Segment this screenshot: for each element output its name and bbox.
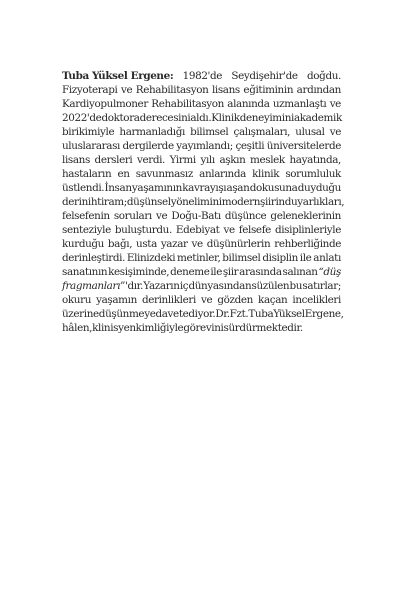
word: yaşamının [131, 182, 182, 194]
word: Kardiyopulmoner [62, 98, 148, 110]
word: senteziyle [62, 224, 111, 236]
word: rehberliğinde [274, 238, 341, 250]
word: aldı. [190, 112, 212, 124]
word: disiplinleriyle [274, 224, 341, 236]
word: lisans [211, 84, 240, 96]
word: klinisyen [92, 322, 136, 334]
word: sürdürmektedir. [223, 322, 303, 334]
text-line [62, 97, 341, 111]
word: kimliğiyle [135, 322, 184, 334]
word: uluslararası [62, 140, 120, 152]
word: usta [136, 238, 157, 250]
text-line [62, 167, 341, 181]
word: ile [210, 266, 222, 278]
word: eğitiminin [243, 84, 294, 96]
word: düşünsel [126, 196, 171, 208]
word: 1982'de [182, 70, 223, 82]
word: dersleri [94, 154, 133, 166]
word: savunmasız [135, 168, 193, 180]
word: Doğu-Batı [171, 210, 221, 222]
word: üstlendi. [62, 182, 105, 194]
word: derin [62, 196, 88, 208]
word: harmanladığı [119, 126, 185, 138]
word: derinlikleri [141, 294, 196, 306]
word: incelikleri [292, 294, 341, 306]
word: en [117, 168, 130, 180]
word: Fizyoterapi [62, 84, 118, 96]
text-line [62, 265, 341, 279]
author-biography [62, 69, 345, 335]
word: ediyor. [182, 308, 216, 320]
word: yılı [200, 154, 215, 166]
word: arasında [239, 266, 282, 278]
word: derinleştirdi. [62, 252, 126, 264]
word: doktora [101, 112, 140, 124]
word: bilimsel [190, 126, 229, 138]
text-line [62, 139, 341, 153]
word: hastaların [62, 168, 112, 180]
word: çeşitli [235, 140, 265, 152]
word: lisans [62, 154, 90, 166]
word: kurduğu [62, 238, 104, 250]
word: anlarında [199, 168, 246, 180]
text-line [62, 69, 341, 83]
word: Yazarın [143, 280, 180, 292]
word: klinik [252, 168, 280, 180]
word: ve [120, 84, 133, 96]
word: Seydişehir'de [231, 70, 298, 82]
word: Klinik [211, 112, 240, 124]
word: satırlar; [302, 280, 341, 292]
text-line [62, 111, 341, 125]
word: fragmanları”'dır. [62, 280, 144, 292]
word: 2022'de [62, 112, 102, 124]
text-line [62, 237, 341, 251]
word: sorumluluk [285, 168, 341, 180]
word: ve [191, 238, 203, 250]
word: yazar [160, 238, 188, 250]
text-line [62, 223, 341, 237]
word: şiirin [260, 196, 285, 208]
word: Rehabilitasyon [151, 98, 224, 110]
quoted-title-start: “düş [318, 266, 341, 278]
word: aşkın [219, 154, 246, 166]
word: doğdu. [307, 70, 341, 82]
word: ulusal [295, 126, 325, 138]
word: sanatının [62, 266, 108, 278]
word: duyarlıkları, [284, 196, 345, 208]
word: birikimiyle [62, 126, 115, 138]
word: buluşturdu. [114, 224, 172, 236]
author-name: Tuba Yüksel Ergene: [62, 70, 174, 82]
word: yaşamın [96, 294, 137, 306]
word: deneme [170, 266, 210, 278]
word: bağı, [107, 238, 133, 250]
text-line [62, 293, 341, 307]
word: derecesini [139, 112, 191, 124]
word: dergilerde [122, 140, 174, 152]
word: Ergene, [304, 308, 344, 320]
text-line [62, 279, 341, 293]
word: ile [299, 252, 312, 264]
word: şiir [222, 266, 239, 278]
word: anlatı [313, 252, 341, 264]
text-line [62, 125, 341, 139]
word: ve [223, 224, 235, 236]
word: üniversitelerde [266, 140, 341, 152]
word: Fzt. [229, 308, 249, 320]
word: süzülen [251, 280, 290, 292]
word: ve [329, 98, 341, 110]
word: disiplin [262, 252, 298, 264]
word: bilimsel [222, 252, 261, 264]
word: salınan [282, 266, 318, 278]
word: ve [201, 294, 213, 306]
word: dokusuna [249, 182, 298, 194]
word: Yirmi [169, 154, 196, 166]
word: gözden [217, 294, 253, 306]
word: meslek [250, 154, 285, 166]
word: uzmanlaştı [272, 98, 327, 110]
word: Edebiyat [175, 224, 220, 236]
word: dünyasından [188, 280, 252, 292]
word: ve [329, 126, 341, 138]
text-line [62, 209, 341, 223]
word: Rehabilitasyon [135, 84, 209, 96]
text-line [62, 251, 341, 265]
word: felsefenin [62, 210, 110, 222]
word: bu [289, 280, 303, 292]
word: modern [221, 196, 261, 208]
word: hâlen, [62, 322, 93, 334]
word: düşünce [224, 210, 267, 222]
word: ihtiram; [87, 196, 127, 208]
word: kesişiminde, [108, 266, 170, 278]
word: Dr. [215, 308, 230, 320]
word: Tuba [248, 308, 274, 320]
word: geleneklerinin [270, 210, 341, 222]
word: okuru [62, 294, 92, 306]
word: iç [179, 280, 189, 292]
word: duyduğu [297, 182, 341, 194]
word: akademik [293, 112, 342, 124]
word: kavrayışı [182, 182, 227, 194]
text-line [62, 321, 341, 335]
word: Yüksel [273, 308, 305, 320]
word: metinler, [177, 252, 221, 264]
word: ardından [296, 84, 341, 96]
word: ve [156, 210, 168, 222]
word: yayımlandı; [176, 140, 233, 152]
word: çalışmaları, [233, 126, 291, 138]
text-line [62, 307, 344, 321]
word: felsefe [238, 224, 271, 236]
word: üzerine [62, 308, 99, 320]
word: düşünürlerin [206, 238, 271, 250]
word: aşan [226, 182, 250, 194]
text-line [62, 83, 341, 97]
text-line [62, 153, 341, 167]
word: görevini [183, 322, 224, 334]
text-line [62, 195, 345, 209]
word: yönelimini [170, 196, 222, 208]
text-line [62, 181, 341, 195]
word: alanında [227, 98, 270, 110]
word: davet [155, 308, 183, 320]
quoted-title-end: fragmanları” [62, 280, 125, 292]
word: hayatında, [289, 154, 341, 166]
word: düşünmeye [98, 308, 156, 320]
word: İnsan [104, 182, 132, 194]
word: Elinizdeki [126, 252, 176, 264]
word: kaçan [258, 294, 288, 306]
word: verdi. [137, 154, 165, 166]
word: soruları [113, 210, 152, 222]
word: deneyimini [239, 112, 294, 124]
